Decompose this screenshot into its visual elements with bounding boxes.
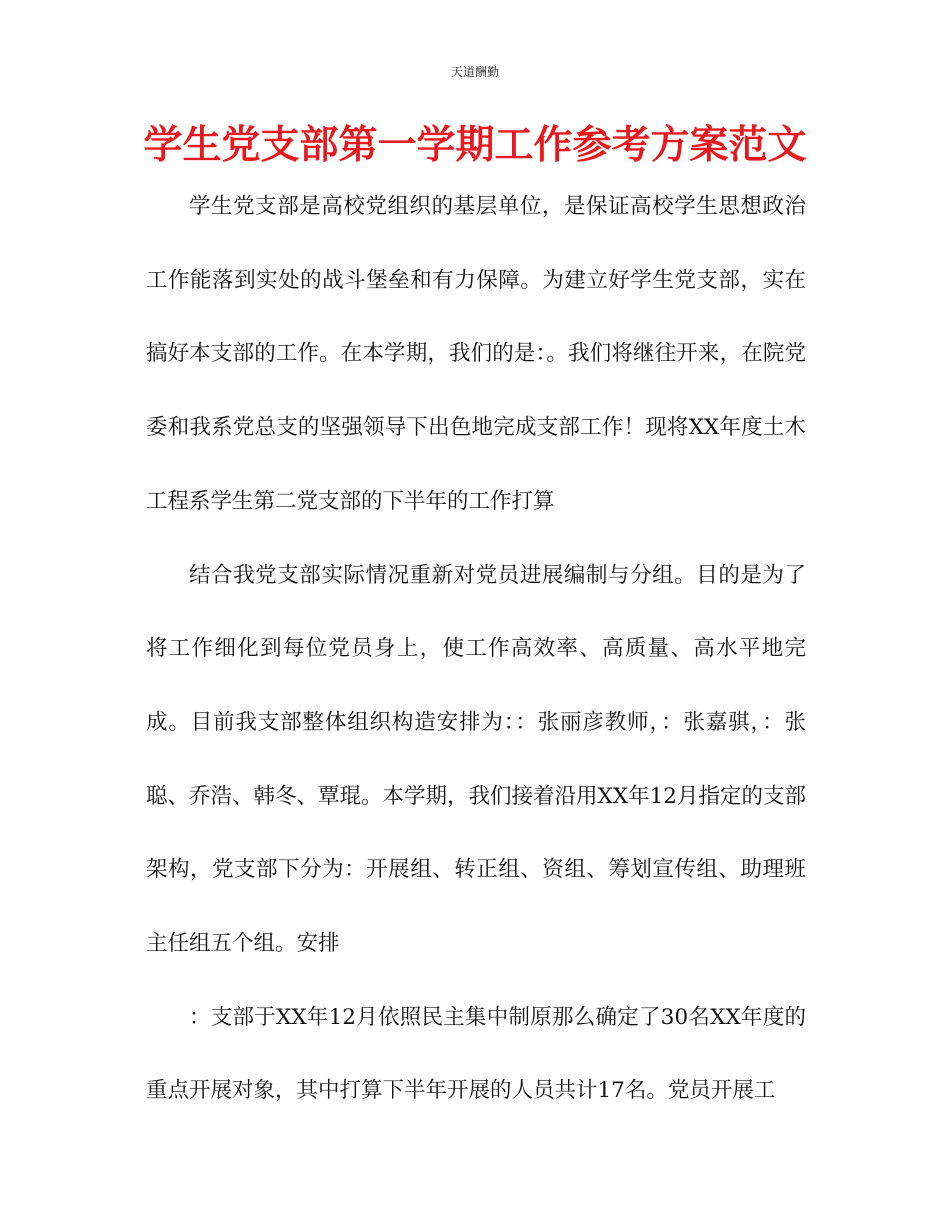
paragraph-1: 学生党支部是高校党组织的基层单位，是保证高校学生思想政治工作能落到实处的战斗堡垒和有力保障。为建立好学生党支部，实在搞好本支部的工作。在本学期，我们的是：。我们将继往开来，在院党委和我系党总支的坚强领导下出色地完成支部工作！现将XX年度土木工程系学生第二党支部的下半年的工作打算 [146,194,806,514]
paragraph-3: ：支部于XX年12月依照民主集中制原那么确定了30名XX年度的重点开展对象，其中打算下半年开展的人员共计17名。党员开展工 [146,1004,806,1104]
page-header: 天道酬勤 [450,65,499,79]
document-body [146,170,806,1128]
paragraph-2: 结合我党支部实际情况重新对党员进展编制与分组。目的是为了将工作细化到每位党员身上，使工作高效率、高质量、高水平地完成。目前我支部整体组织构造安排为：：张丽彦教师，：张嘉骐，：张聪、乔浩、韩冬、覃琨。本学期，我们接着沿用XX年12月指定的支部架构，党支部下分为：开展组、转正组、资组、筹划宣传组、助理班主任组五个组。安排 [146,562,806,957]
document-title: 学生党支部第一学期工作参考方案范文 [143,123,807,168]
